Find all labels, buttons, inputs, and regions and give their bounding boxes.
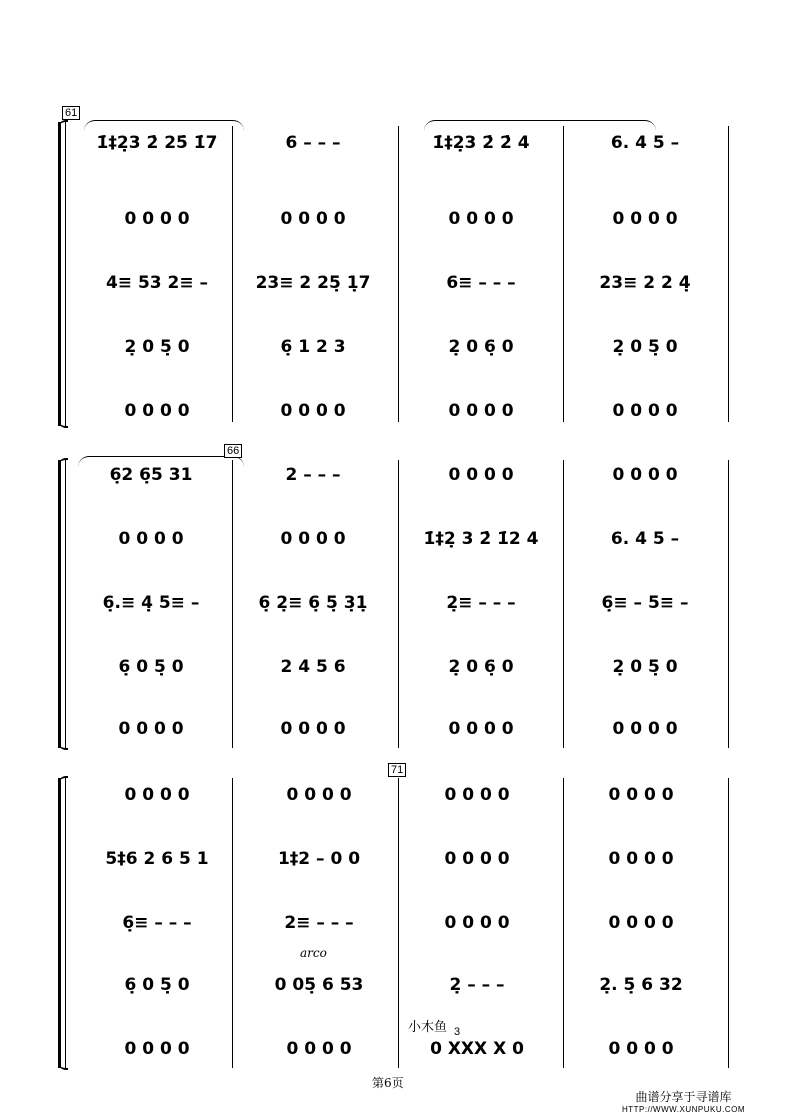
measure: 0 0 0 0 bbox=[612, 208, 678, 229]
footer-site-name: 曲谱分享于寻谱库 bbox=[635, 1090, 732, 1104]
measure: 6̣ 0 5̣ 0 bbox=[118, 656, 184, 677]
measure: 0 0 0 0 bbox=[124, 1038, 190, 1059]
measure: 0 0 0 0 bbox=[448, 718, 514, 739]
measure: 0 0 0 0 bbox=[448, 464, 514, 485]
staff-2 bbox=[72, 204, 732, 234]
staff-2 bbox=[72, 844, 732, 874]
measure: 23≡ 2 25̣ 1̣7 bbox=[255, 272, 371, 293]
staff-3 bbox=[72, 588, 732, 618]
staff-4 bbox=[72, 970, 732, 1000]
measure: 0 0 0 0 bbox=[608, 848, 674, 869]
measure: 6̣.≡ 4̣ 5≡ – bbox=[102, 592, 200, 613]
page-number: 第6页 bbox=[372, 1076, 404, 1090]
rehearsal-mark-61: 61 bbox=[62, 106, 80, 120]
measure: 6̣2 6̣5 31 bbox=[109, 464, 193, 485]
footer-site-url: HTTP://WWW.XUNPUKU.COM bbox=[622, 1105, 745, 1114]
measure: 0 0 0 0 bbox=[608, 912, 674, 933]
staff-1 bbox=[72, 128, 732, 158]
measure: 0 0 0 0 bbox=[444, 848, 510, 869]
measure: 0 0 0 0 bbox=[612, 400, 678, 421]
measure: 6 – – – bbox=[285, 132, 341, 153]
measure: 2̣ 0 5̣ 0 bbox=[612, 336, 678, 357]
staff-1 bbox=[72, 780, 732, 810]
system-bracket bbox=[58, 460, 70, 748]
staff-3 bbox=[72, 268, 732, 298]
measure: 6̣ 0 5̣ 0 bbox=[124, 974, 190, 995]
measure: 0 0 0 0 bbox=[444, 912, 510, 933]
system-3 bbox=[58, 774, 730, 1072]
arco-marking: arco bbox=[300, 946, 327, 960]
measure: 2̣ 0 5̣ 0 bbox=[612, 656, 678, 677]
measure: 1‡2 – 0 0 bbox=[277, 848, 361, 869]
measure: 0 0 0 0 bbox=[280, 528, 346, 549]
measure: 2̣ 0 6̣ 0 bbox=[448, 656, 514, 677]
rehearsal-mark-66: 66 bbox=[224, 444, 242, 458]
measure: 0 0 0 0 bbox=[124, 400, 190, 421]
measure: 0 0 0 0 bbox=[286, 784, 352, 805]
measure: 2̣ – – – bbox=[449, 974, 505, 995]
measure: 0 0 0 0 bbox=[124, 784, 190, 805]
measure: 6. 4 5 – bbox=[610, 132, 680, 153]
system-1 bbox=[58, 118, 730, 430]
measure: 0 XXX X 0 bbox=[430, 1038, 524, 1059]
measure: 2 4 5 6 bbox=[280, 656, 346, 677]
measure: 2≡ – – – bbox=[284, 912, 354, 933]
measure: 0 0 0 0 bbox=[118, 718, 184, 739]
staff-5 bbox=[72, 396, 732, 426]
measure: 1̇‡2̣ 3 2̇ 1̇2 4 bbox=[423, 528, 539, 549]
measure: 0 0 0 0 bbox=[124, 208, 190, 229]
measure: 0 0 0 0 bbox=[118, 528, 184, 549]
measure: 6̣≡ – – – bbox=[122, 912, 192, 933]
system-line bbox=[65, 122, 66, 426]
measure: 1̇‡2̣3 2̇ 2̇ 4 bbox=[432, 132, 530, 153]
system-2 bbox=[58, 456, 730, 752]
staff-4 bbox=[72, 332, 732, 362]
measure: 2 – – – bbox=[285, 464, 341, 485]
measure: 23≡ 2 2 4̣ bbox=[599, 272, 691, 293]
measure: 0 0 0 0 bbox=[444, 784, 510, 805]
triplet-marker: 3 bbox=[454, 1026, 461, 1038]
measure: 0 0 0 0 bbox=[448, 208, 514, 229]
system-bracket bbox=[58, 778, 70, 1068]
system-line bbox=[65, 778, 66, 1068]
system-bracket bbox=[58, 122, 70, 426]
measure: 5‡6 2 6 5 1 bbox=[105, 848, 209, 869]
measure: 1̇‡2̣3 2̇ 25̇ 1̇7 bbox=[96, 132, 218, 153]
measure: 2̣. 5̣ 6 32 bbox=[599, 974, 683, 995]
measure: 2̣≡ – – – bbox=[446, 592, 516, 613]
measure: 2̣ 0 6̣ 0 bbox=[448, 336, 514, 357]
measure: 6≡ – – – bbox=[446, 272, 516, 293]
footer-watermark bbox=[622, 1088, 745, 1114]
woodblock-label: 小木鱼 bbox=[408, 1019, 448, 1034]
measure: 0 0 0 0 bbox=[280, 208, 346, 229]
rehearsal-mark-71: 71 bbox=[388, 763, 406, 777]
measure: 0 0 0 0 bbox=[612, 718, 678, 739]
staff-1 bbox=[72, 460, 732, 490]
staff-5 bbox=[72, 1034, 732, 1064]
measure: 0 0 0 0 bbox=[280, 718, 346, 739]
measure: 6. 4 5 – bbox=[610, 528, 680, 549]
measure: 2̣ 0 5̣ 0 bbox=[124, 336, 190, 357]
measure: 0 0 0 0 bbox=[448, 400, 514, 421]
measure: 0 05̣ 6 53 bbox=[274, 974, 364, 995]
measure: 0 0 0 0 bbox=[280, 400, 346, 421]
measure: 0 0 0 0 bbox=[608, 1038, 674, 1059]
staff-4 bbox=[72, 652, 732, 682]
system-line bbox=[65, 460, 66, 748]
measure: 6̣ 2̣≡ 6̣ 5̣ 3̣1̣ bbox=[258, 592, 368, 613]
staff-3 bbox=[72, 908, 732, 938]
measure: 0 0 0 0 bbox=[286, 1038, 352, 1059]
staff-5 bbox=[72, 714, 732, 744]
measure: 0 0 0 0 bbox=[608, 784, 674, 805]
measure: 0 0 0 0 bbox=[612, 464, 678, 485]
staff-2 bbox=[72, 524, 732, 554]
measure: 4≡ 53 2≡ – bbox=[105, 272, 209, 293]
measure: 6̣≡ – 5≡ – bbox=[601, 592, 689, 613]
measure: 6̣ 1 2 3 bbox=[280, 336, 346, 357]
